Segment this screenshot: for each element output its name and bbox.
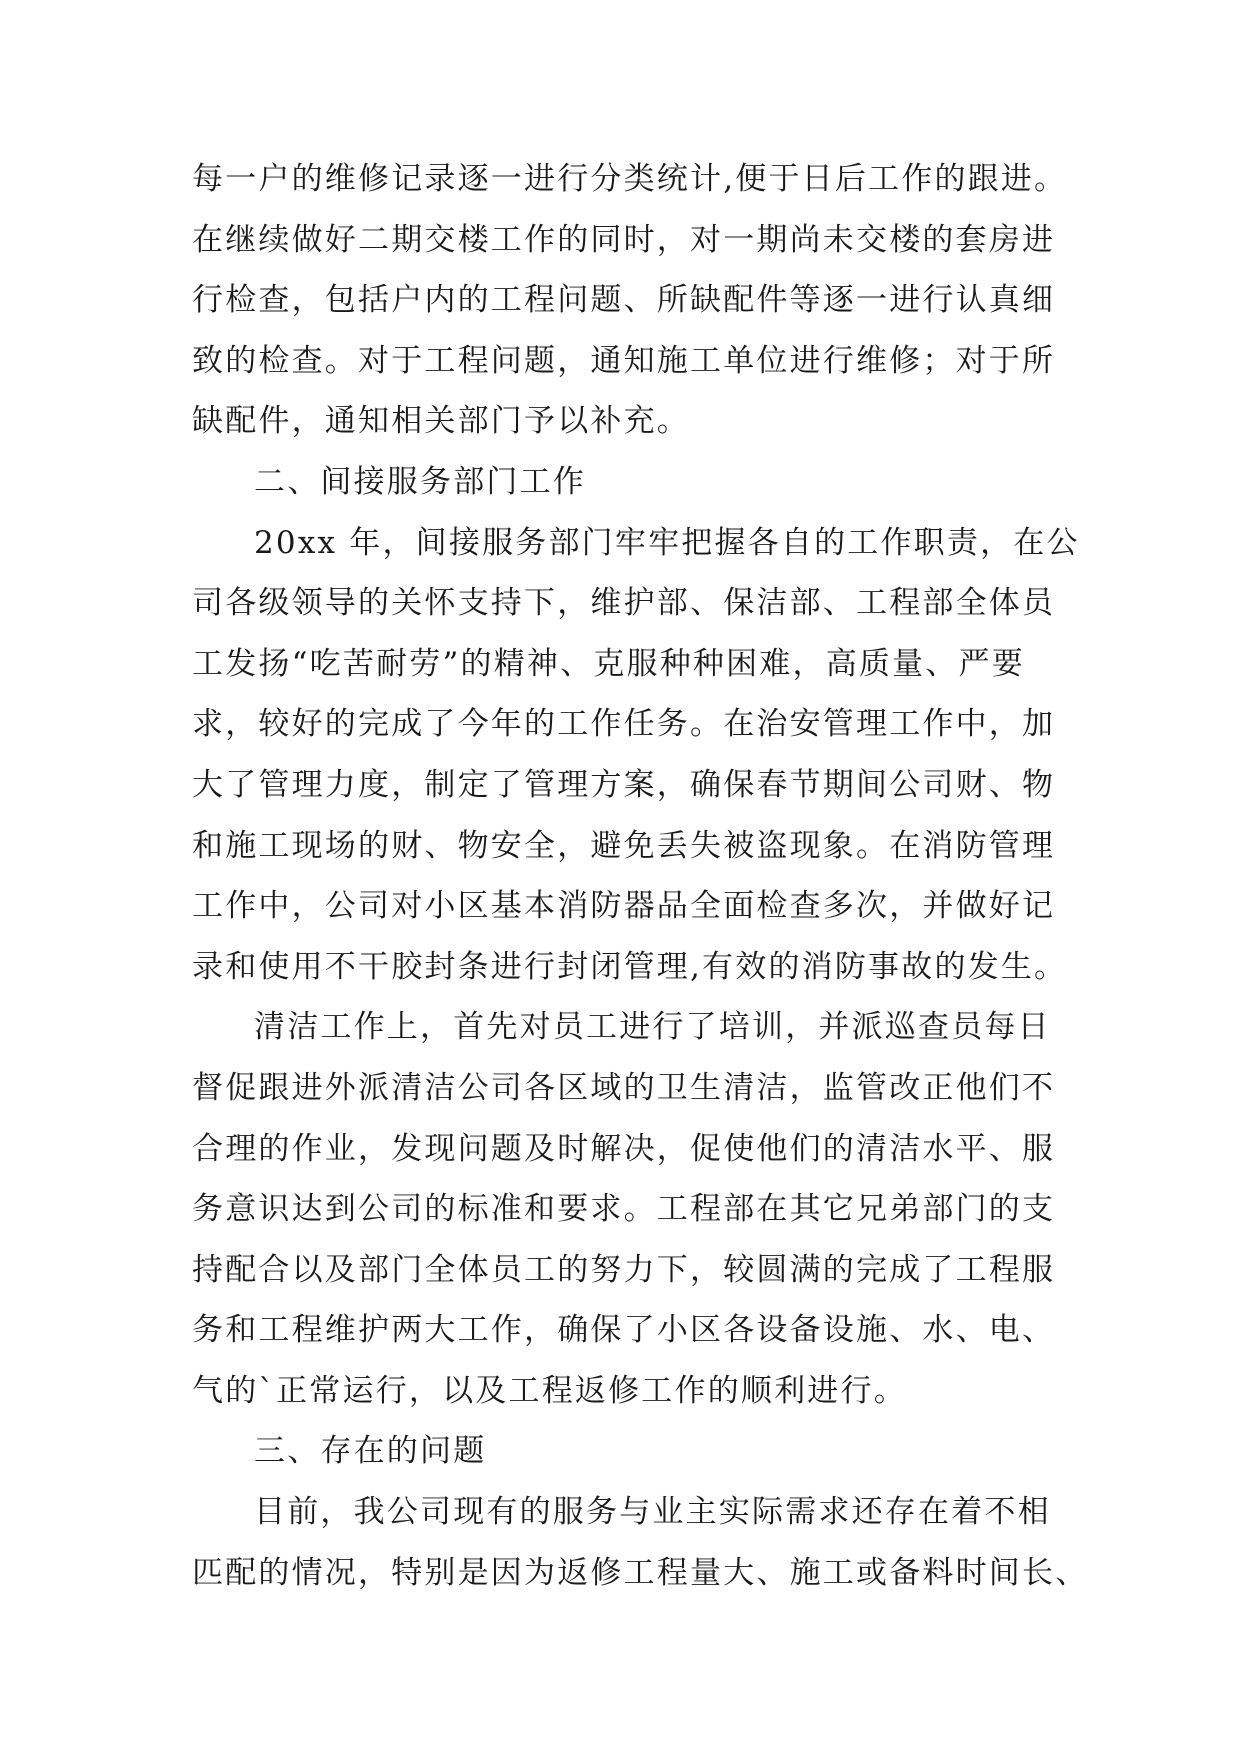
text-line: 三、存在的问题 (254, 1433, 487, 1470)
text-line: 每一户的维修记录逐一进行分类统计,便于日后工作的跟进。 (192, 161, 1068, 197)
text-line: 致的检查。对于工程问题，通知施工单位进行维修；对于所 (192, 342, 1056, 379)
text-line: 行检查，包括户内的工程问题、所缺配件等逐一进行认真细 (192, 282, 1056, 319)
text-line: 20xx 年，间接服务部门牢牢把握各自的工作职责，在公 (254, 524, 1080, 561)
text-line: 目前，我公司现有的服务与业主实际需求还存在着不相 (254, 1494, 1051, 1531)
text-line: 气的`正常运行，以及工程返修工作的顺利进行。 (192, 1372, 907, 1409)
text-line: 录和使用不干胶封条进行封闭管理,有效的消防事故的发生。 (192, 948, 1068, 985)
text-line: 持配合以及部门全体员工的努力下，较圆满的完成了工程服 (192, 1251, 1056, 1288)
text-line: 司各级领导的关怀支持下，维护部、保洁部、工程部全体员 (192, 585, 1056, 622)
text-line: 务意识达到公司的标准和要求。工程部在其它兄弟部门的支 (192, 1191, 1056, 1228)
text-line: 二、间接服务部门工作 (254, 463, 586, 500)
text-line: 务和工程维护两大工作，确保了小区各设备设施、水、电、 (192, 1312, 1056, 1349)
text-line: 缺配件，通知相关部门予以补充。 (192, 403, 690, 440)
text-line: 清洁工作上，首先对员工进行了培训，并派巡查员每日 (254, 1009, 1051, 1046)
document-body (192, 149, 1092, 1603)
text-line: 督促跟进外派清洁公司各区域的卫生清洁，监管改正他们不 (192, 1069, 1056, 1106)
text-line: 合理的作业，发现问题及时解决，促使他们的清洁水平、服 (192, 1130, 1056, 1167)
text-line: 求，较好的完成了今年的工作任务。在治安管理工作中，加 (192, 706, 1056, 743)
text-line: 和施工现场的财、物安全，避免丢失被盗现象。在消防管理 (192, 827, 1056, 864)
text-line: 工作中，公司对小区基本消防器品全面检查多次，并做好记 (192, 888, 1056, 925)
text-line: 工发扬“吃苦耐劳”的精神、克服种种困难，高质量、严要 (192, 645, 1025, 682)
text-line: 在继续做好二期交楼工作的同时，对一期尚未交楼的套房进 (192, 221, 1056, 258)
text-line: 匹配的情况，特别是因为返修工程量大、施工或备料时间长、 (192, 1554, 1089, 1591)
text-line: 大了管理力度，制定了管理方案，确保春节期间公司财、物 (192, 766, 1056, 803)
